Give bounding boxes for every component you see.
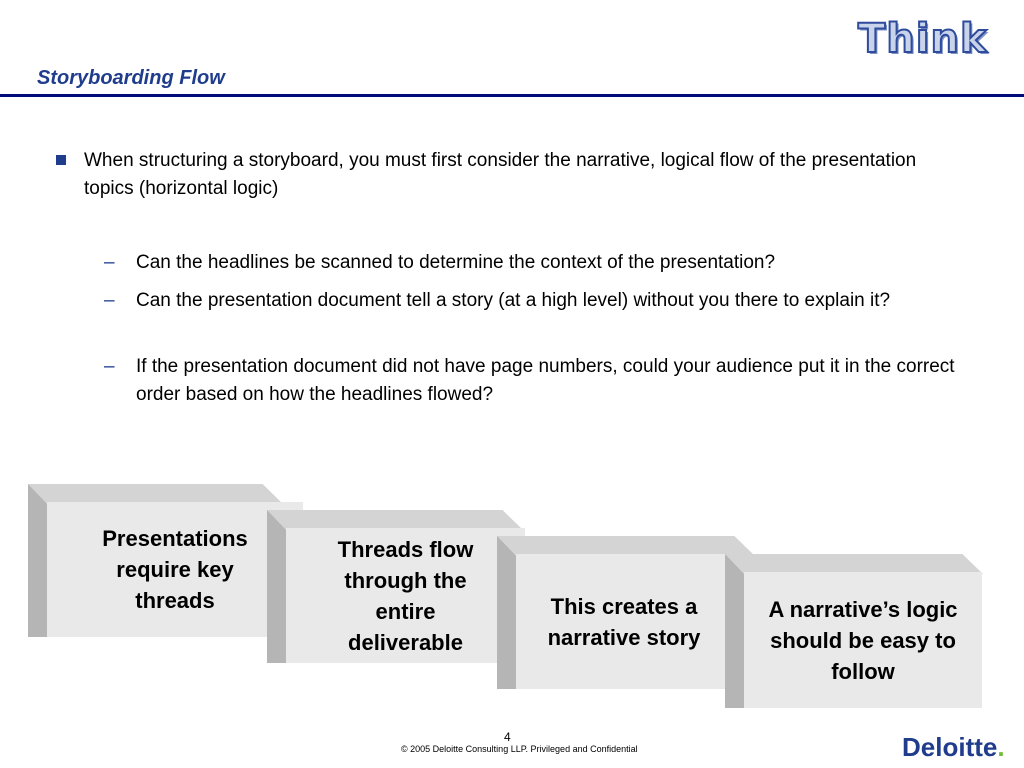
main-bullet-text: When structuring a storyboard, you must first consider the narrative, logical flow of the presentation topics (horizontal logic)	[84, 150, 917, 199]
logo-text: Deloitte	[902, 732, 998, 762]
flow-step-text: A narrative’s logic should be easy to follow	[768, 596, 958, 684]
main-bullet	[56, 147, 956, 203]
deloitte-logo	[902, 732, 1005, 763]
think-logo: Think	[858, 16, 988, 62]
page-title: Storyboarding Flow	[37, 67, 225, 89]
sub-bullet-text: If the presentation document did not have page numbers, could your audience put it in the correct order based on how the headlines flowed?	[136, 356, 955, 405]
dash-bullet: –	[104, 356, 115, 377]
sub-bullet	[104, 249, 974, 277]
flow-step-text: Threads flow through the entire deliverable	[337, 536, 474, 655]
sub-bullet-text: Can the headlines be scanned to determine the context of the presentation?	[136, 252, 776, 273]
dash-bullet: –	[104, 252, 115, 273]
sub-bullet	[104, 287, 974, 315]
copyright-notice: © 2005 Deloitte Consulting LLP. Privileged and Confidential	[401, 744, 638, 754]
flow-step-text: Presentations require key threads	[102, 526, 248, 613]
page-number: 4	[504, 730, 511, 744]
title-divider	[0, 94, 1024, 97]
dash-bullet: –	[104, 290, 115, 311]
logo-dot: .	[997, 732, 1005, 762]
square-bullet-icon	[56, 155, 66, 165]
flow-step-text: This creates a narrative story	[547, 593, 701, 650]
sub-bullet	[104, 353, 974, 409]
sub-bullet-text: Can the presentation document tell a story (at a high level) without you there to explain it?	[136, 290, 891, 311]
